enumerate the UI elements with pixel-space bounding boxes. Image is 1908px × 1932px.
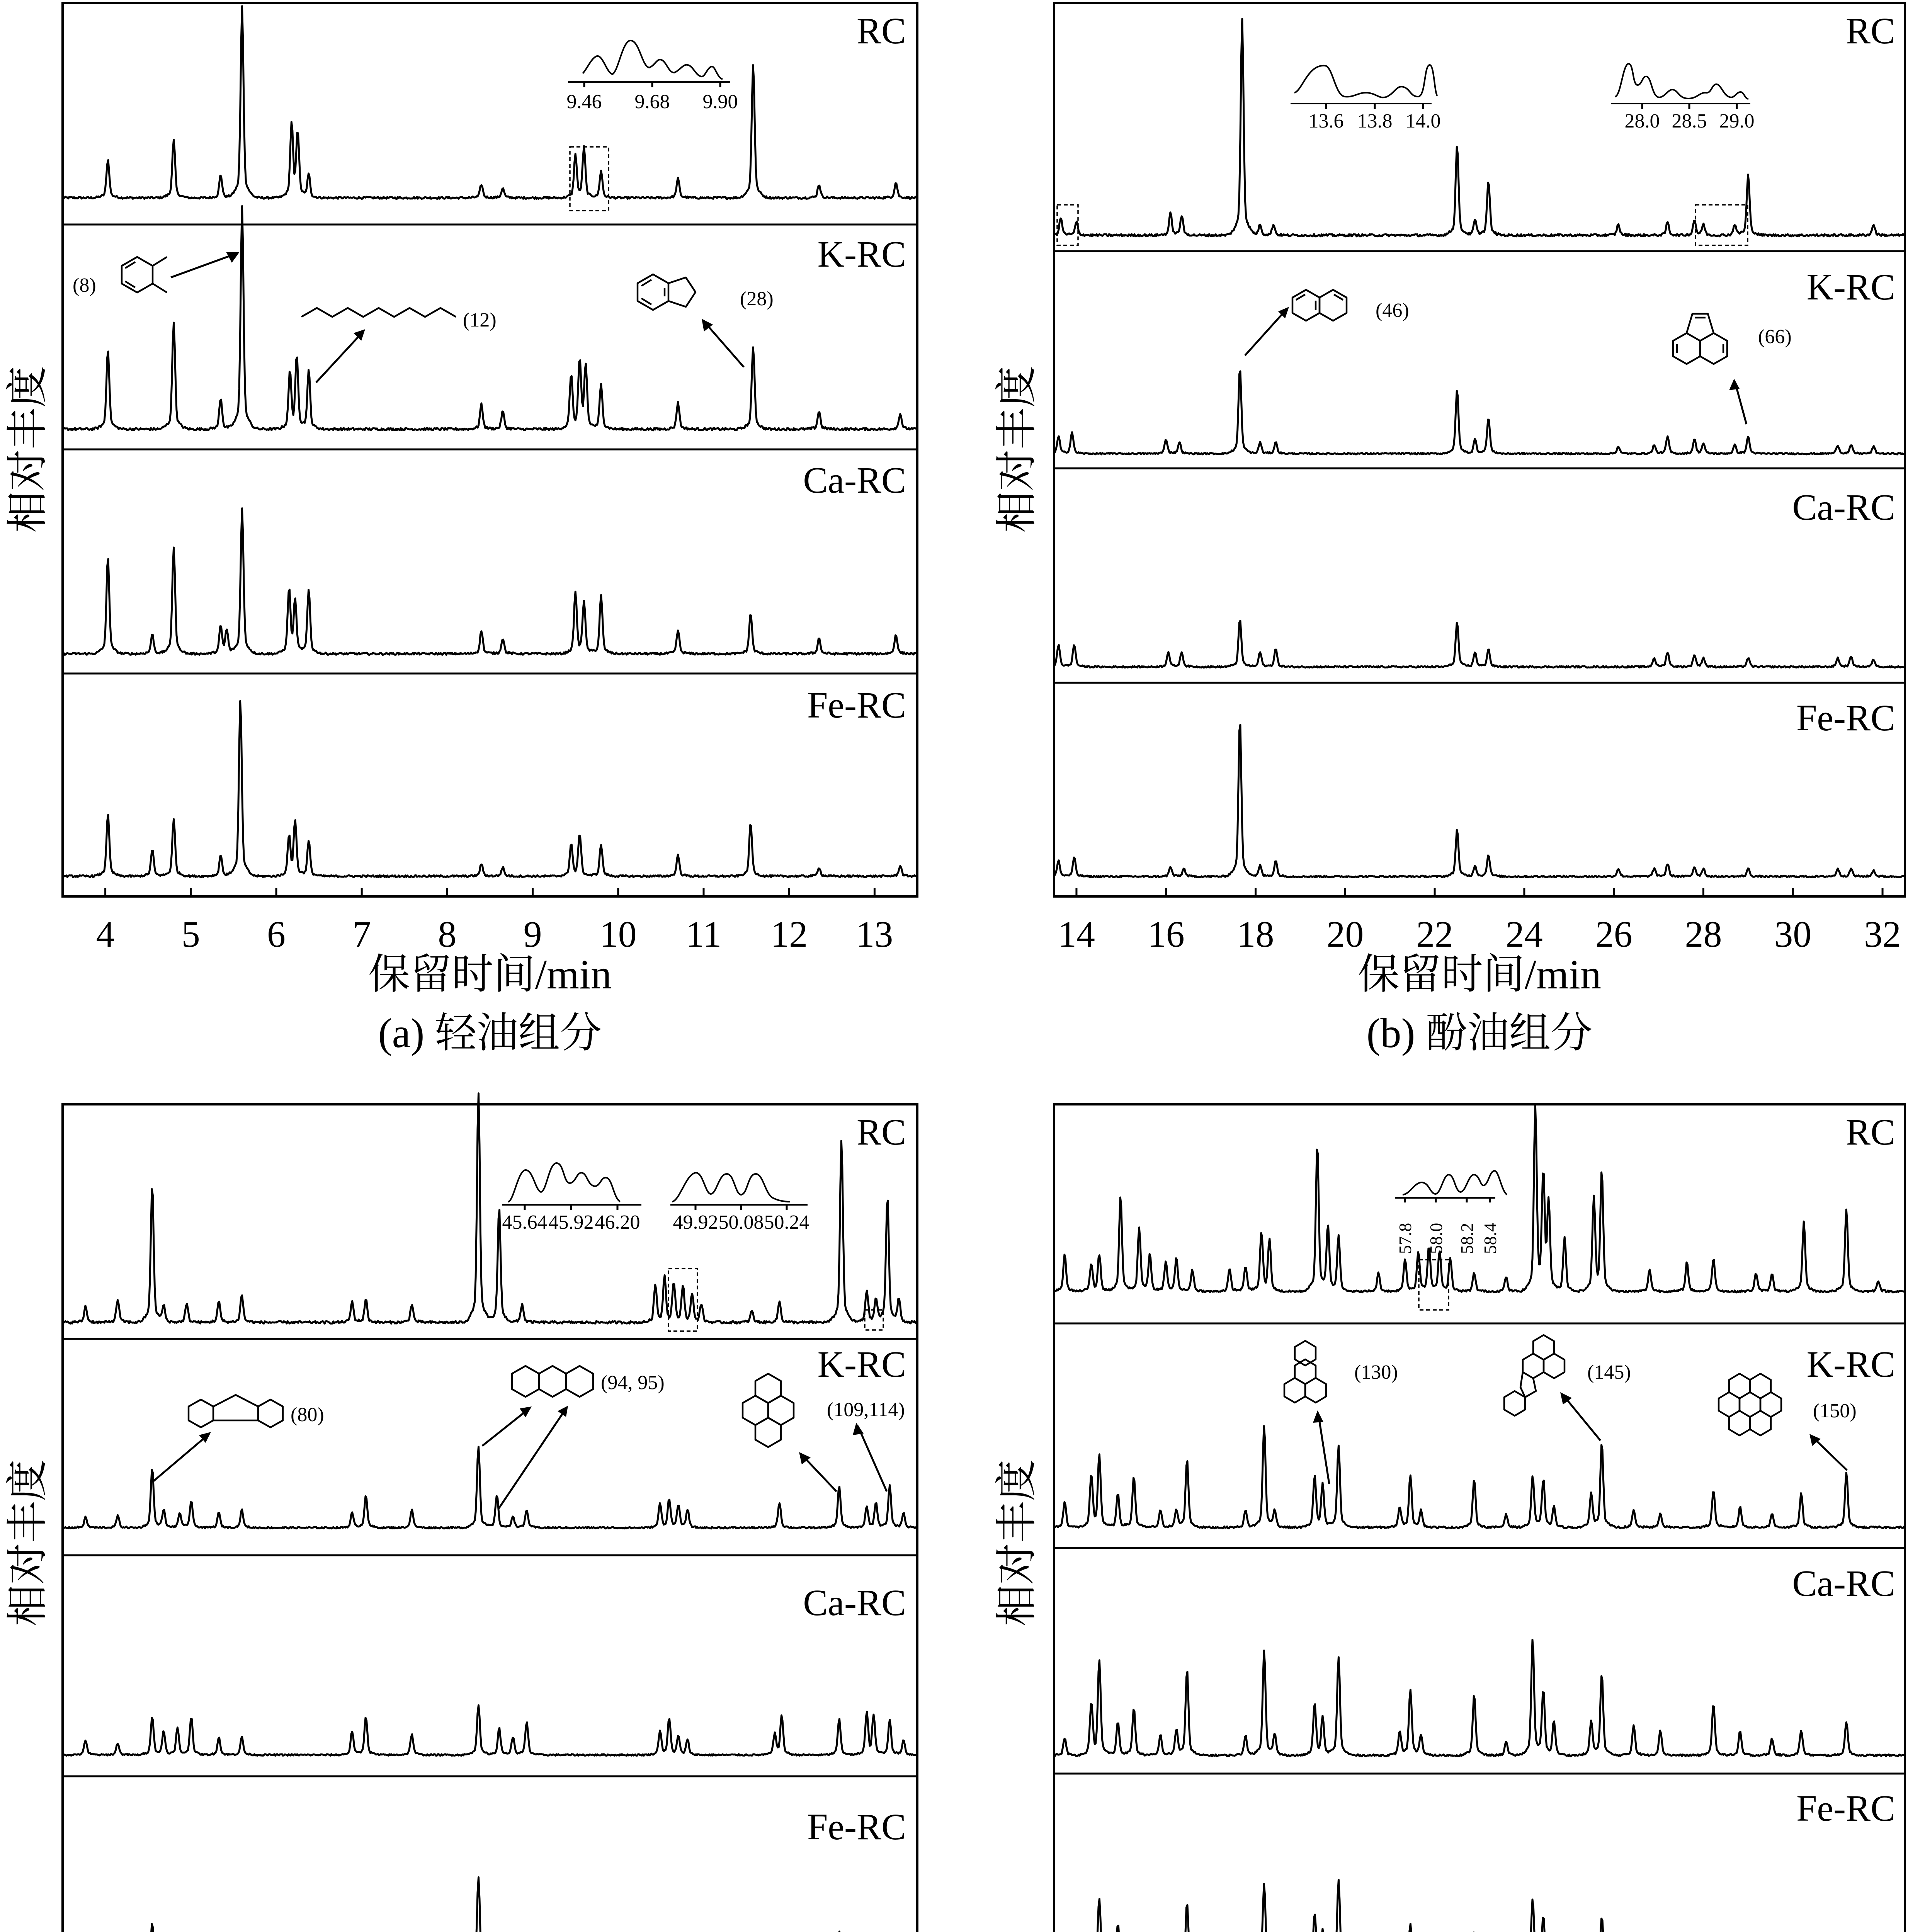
sample-label-b-k-rc: K-RC bbox=[1806, 266, 1895, 308]
sample-label-b-rc: RC bbox=[1845, 10, 1895, 51]
annotation-label-150: (150) bbox=[1813, 1400, 1857, 1422]
annotation-label-130: (130) bbox=[1354, 1361, 1398, 1383]
annotation-label-46: (46) bbox=[1376, 299, 1409, 321]
annotation-d-150 bbox=[1719, 1374, 1857, 1470]
panel-b bbox=[994, 3, 1905, 1056]
arrow-12 bbox=[316, 332, 363, 383]
arrow-46 bbox=[1245, 309, 1287, 355]
x-tick-label-a-7: 11 bbox=[685, 913, 722, 955]
arrow-145 bbox=[1563, 1395, 1600, 1440]
sample-label-d-rc: RC bbox=[1845, 1111, 1895, 1153]
x-tick-label-b-9: 32 bbox=[1864, 913, 1901, 955]
sample-label-a-k-rc: K-RC bbox=[817, 233, 906, 275]
inset-c-2-tick-label-1: 49.92 bbox=[673, 1211, 718, 1233]
x-tick-label-a-0: 4 bbox=[96, 913, 115, 955]
annotation-label-66: (66) bbox=[1758, 326, 1792, 348]
sample-label-b-ca-rc: Ca-RC bbox=[1792, 486, 1895, 528]
inset-b-1-tick-label-1: 13.6 bbox=[1308, 110, 1344, 132]
panel-a-caption: (a) 轻油组分 bbox=[378, 1010, 602, 1056]
arrow-95 bbox=[498, 1408, 566, 1509]
x-tick-label-b-4: 22 bbox=[1416, 913, 1454, 955]
panel-d bbox=[994, 1104, 1905, 1932]
trace-a-rc bbox=[63, 6, 917, 199]
inset-b-2-tick-label-3: 29.0 bbox=[1719, 110, 1755, 132]
annotation-label-94-95: (94, 95) bbox=[601, 1372, 665, 1394]
inset-c-1-tick-label-3: 46.20 bbox=[595, 1211, 640, 1233]
x-tick-label-b-3: 20 bbox=[1326, 913, 1364, 955]
inset-c-2-tick-label-3: 50.24 bbox=[764, 1211, 809, 1233]
panel-b-caption: (b) 酚油组分 bbox=[1366, 1010, 1593, 1056]
sample-label-c-rc: RC bbox=[856, 1111, 906, 1153]
trace-d-k-rc bbox=[1054, 1426, 1905, 1529]
anthracene-structure bbox=[512, 1366, 539, 1397]
x-axis-ticks-b bbox=[1058, 888, 1901, 955]
x-tick-label-b-5: 24 bbox=[1505, 913, 1543, 955]
trace-c-fe-rc bbox=[63, 1877, 917, 1932]
annotation-c-94-95 bbox=[482, 1366, 665, 1509]
x-tick-label-b-7: 28 bbox=[1685, 913, 1722, 955]
trace-c-k-rc bbox=[63, 1447, 917, 1529]
inset-d-tick-label-4: 58.4 bbox=[1480, 1223, 1500, 1254]
arrow-150 bbox=[1812, 1437, 1847, 1470]
sample-label-b-fe-rc: Fe-RC bbox=[1796, 697, 1895, 738]
x-tick-label-b-0: 14 bbox=[1058, 913, 1095, 955]
inset-a-tick-label-2: 9.68 bbox=[634, 91, 670, 113]
annotation-label-8: (8) bbox=[73, 274, 96, 296]
x-tick-label-a-4: 8 bbox=[438, 913, 457, 955]
trace-b-fe-rc bbox=[1054, 725, 1905, 878]
trace-a-fe-rc bbox=[63, 701, 917, 877]
x-axis-title-a: 保留时间/min bbox=[368, 952, 612, 998]
inset-b-2-trace bbox=[1615, 64, 1748, 99]
sample-label-d-fe-rc: Fe-RC bbox=[1796, 1787, 1895, 1829]
annotation-label-80: (80) bbox=[291, 1404, 324, 1426]
inset-d-trace bbox=[1403, 1171, 1507, 1195]
sample-label-d-ca-rc: Ca-RC bbox=[1792, 1563, 1895, 1604]
sample-label-a-rc: RC bbox=[856, 10, 906, 51]
inset-c-2-trace bbox=[672, 1173, 790, 1202]
inset-b-1-tick-label-2: 13.8 bbox=[1357, 110, 1393, 132]
y-axis-title-c: 相对丰度 bbox=[5, 1459, 51, 1627]
panel-a bbox=[5, 3, 917, 1056]
panel-d-frame bbox=[1054, 1104, 1905, 1932]
y-axis-title-d: 相对丰度 bbox=[994, 1459, 1040, 1627]
inset-b-2-tick-label-1: 28.0 bbox=[1624, 110, 1660, 132]
x-tick-label-a-8: 12 bbox=[770, 913, 808, 955]
inset-c-1-trace bbox=[508, 1163, 620, 1202]
x-axis-title-b: 保留时间/min bbox=[1357, 952, 1602, 998]
inset-c-1 bbox=[502, 1163, 698, 1331]
x-tick-label-a-9: 13 bbox=[856, 913, 893, 955]
annotation-label-28: (28) bbox=[740, 288, 774, 310]
trace-c-rc bbox=[63, 1094, 917, 1324]
x-tick-label-b-6: 26 bbox=[1595, 913, 1633, 955]
annotation-label-109-114: (109,114) bbox=[827, 1399, 905, 1421]
x-tick-label-a-3: 7 bbox=[352, 913, 371, 955]
annotation-d-130 bbox=[1284, 1341, 1398, 1484]
sample-label-a-ca-rc: Ca-RC bbox=[803, 459, 906, 501]
y-axis-title-b: 相对丰度 bbox=[994, 366, 1040, 533]
trace-d-fe-rc bbox=[1054, 1880, 1905, 1932]
trace-b-k-rc bbox=[1054, 371, 1905, 454]
sample-label-c-fe-rc: Fe-RC bbox=[807, 1806, 906, 1847]
annotation-label-12: (12) bbox=[463, 309, 497, 331]
x-tick-label-a-2: 6 bbox=[267, 913, 286, 955]
annotation-label-145: (145) bbox=[1587, 1361, 1631, 1383]
sample-label-a-fe-rc: Fe-RC bbox=[807, 684, 906, 726]
arrow-8 bbox=[171, 253, 238, 277]
trace-b-rc bbox=[1054, 19, 1905, 236]
trace-d-rc bbox=[1054, 1106, 1905, 1293]
arrow-80 bbox=[153, 1434, 209, 1482]
x-tick-label-b-2: 18 bbox=[1237, 913, 1274, 955]
o-xylene-structure bbox=[122, 257, 153, 293]
x-tick-label-b-1: 16 bbox=[1147, 913, 1185, 955]
sample-label-c-ca-rc: Ca-RC bbox=[803, 1582, 906, 1623]
x-tick-label-a-1: 5 bbox=[181, 913, 200, 955]
inset-b-1 bbox=[1057, 65, 1441, 245]
inset-c-1-tick-label-1: 45.64 bbox=[502, 1211, 548, 1233]
annotation-b-46 bbox=[1245, 290, 1409, 355]
inset-a-tick-label-1: 9.46 bbox=[566, 91, 602, 113]
arrow-28 bbox=[704, 321, 744, 367]
x-tick-label-a-5: 9 bbox=[523, 913, 542, 955]
inset-a-tick-label-3: 9.90 bbox=[702, 91, 738, 113]
y-axis-title-a: 相对丰度 bbox=[5, 366, 51, 533]
annotation-a-12 bbox=[301, 308, 497, 383]
annotation-c-80 bbox=[153, 1395, 324, 1482]
fluorene-structure bbox=[189, 1400, 213, 1427]
arrow-130 bbox=[1318, 1414, 1329, 1484]
trace-a-ca-rc bbox=[63, 509, 917, 655]
arrow-94 bbox=[482, 1408, 529, 1446]
inset-a-rc bbox=[567, 41, 738, 211]
x-tick-label-a-6: 10 bbox=[599, 913, 637, 955]
inset-d-tick-label-3: 58.2 bbox=[1457, 1223, 1477, 1254]
trace-b-ca-rc bbox=[1054, 621, 1905, 667]
inset-b-1-trace bbox=[1294, 65, 1437, 97]
inset-d-tick-label-1: 57.8 bbox=[1395, 1223, 1415, 1254]
inset-d-tick-label-2: 58.0 bbox=[1426, 1223, 1446, 1254]
inset-c-2-tick-label-2: 50.08 bbox=[718, 1211, 764, 1233]
inset-b-2 bbox=[1611, 64, 1755, 245]
annotation-d-145 bbox=[1504, 1335, 1631, 1440]
sample-label-c-k-rc: K-RC bbox=[817, 1344, 906, 1385]
inset-a-trace bbox=[583, 41, 723, 79]
inset-c-1-tick-label-2: 45.92 bbox=[548, 1211, 594, 1233]
trace-d-ca-rc bbox=[1054, 1640, 1905, 1757]
annotation-a-8 bbox=[73, 252, 240, 296]
annotation-b-66 bbox=[1673, 314, 1792, 424]
panel-c bbox=[5, 1094, 917, 1932]
sample-label-d-k-rc: K-RC bbox=[1806, 1344, 1895, 1385]
inset-b-1-tick-label-3: 14.0 bbox=[1405, 110, 1441, 132]
x-tick-label-b-8: 30 bbox=[1774, 913, 1812, 955]
x-axis-ticks-a bbox=[96, 888, 893, 955]
decane-structure bbox=[301, 308, 456, 317]
annotation-c-109-114 bbox=[743, 1374, 905, 1492]
trace-c-ca-rc bbox=[63, 1705, 917, 1756]
inset-b-2-tick-label-2: 28.5 bbox=[1672, 110, 1707, 132]
arrow-114 bbox=[858, 1426, 887, 1492]
